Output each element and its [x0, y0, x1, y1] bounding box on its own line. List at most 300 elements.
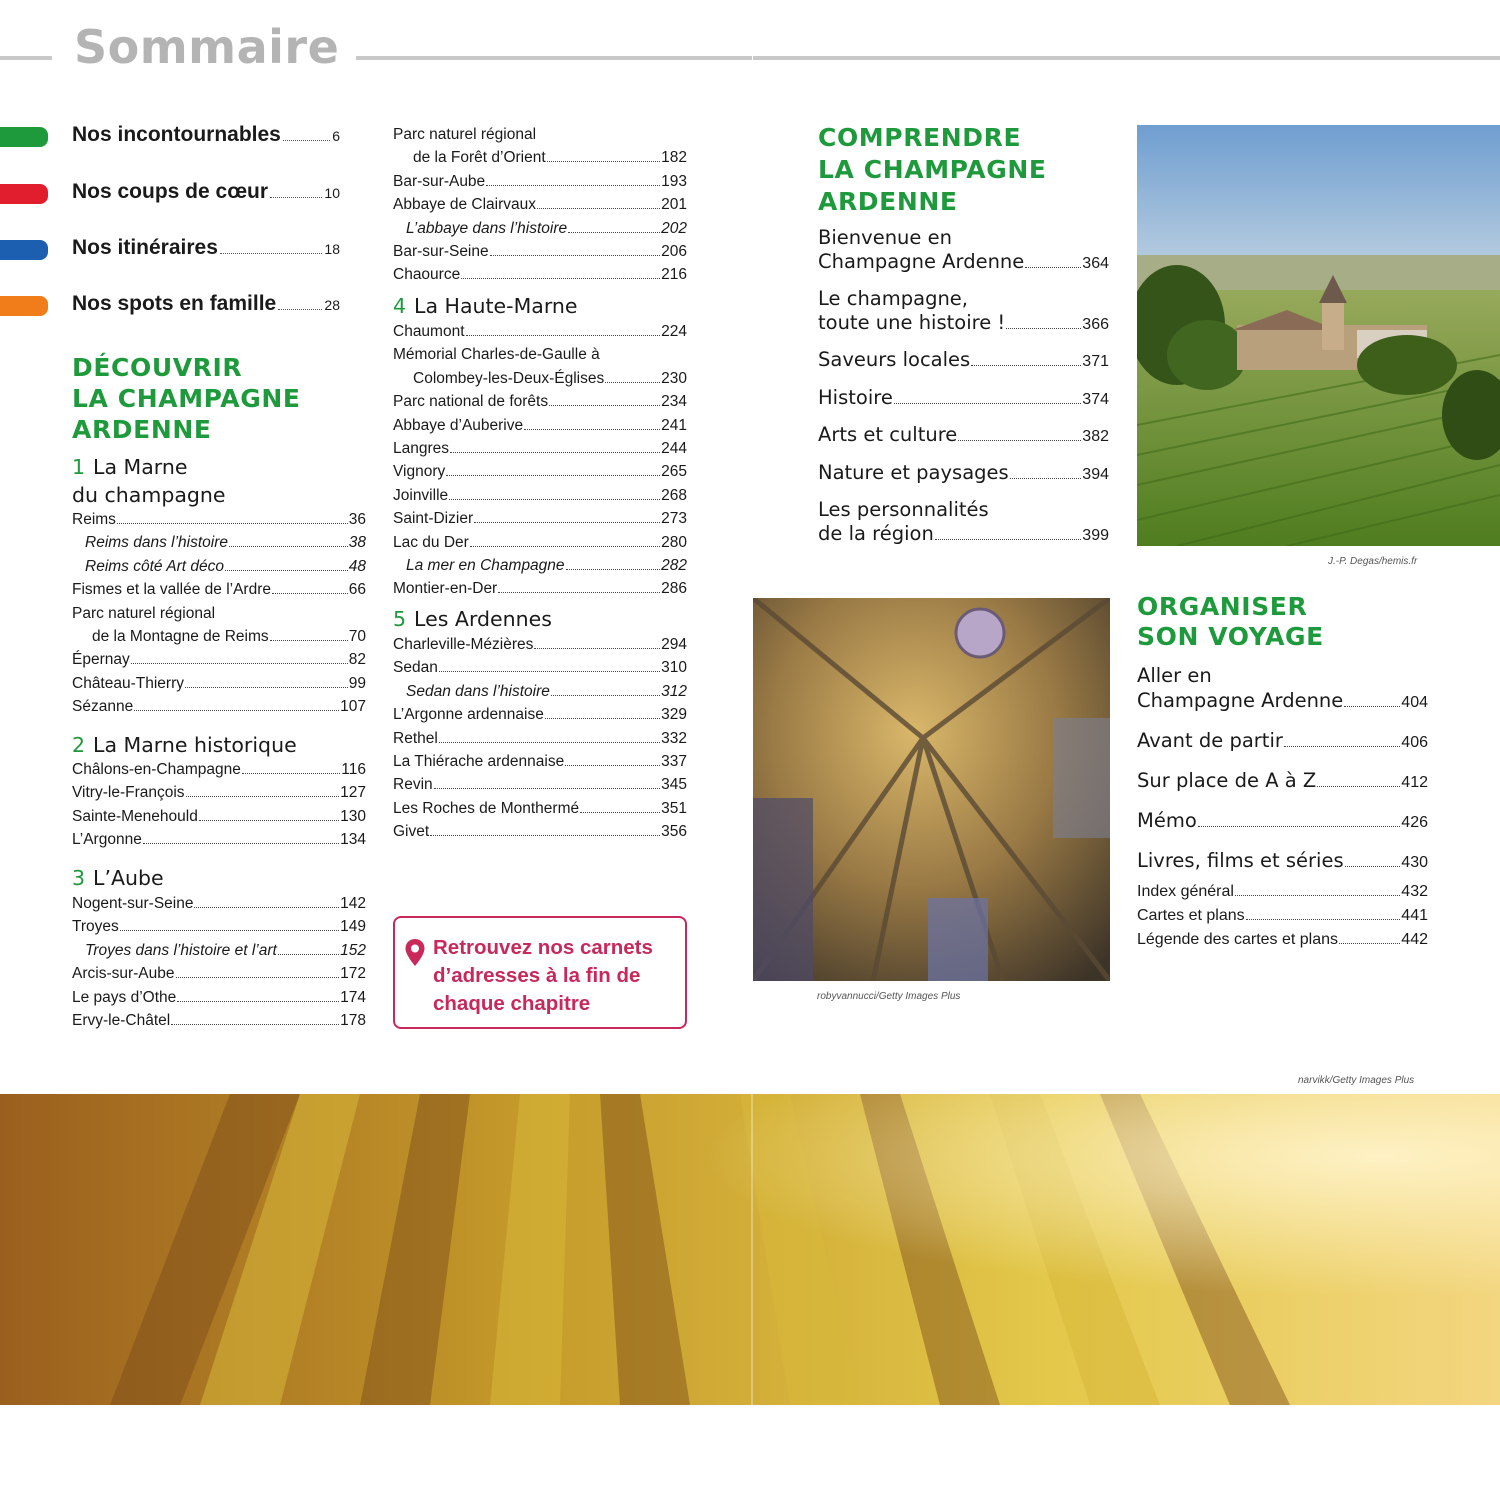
- toc-entry[interactable]: [72, 758, 366, 781]
- toc-entry[interactable]: [393, 507, 687, 530]
- page-number: 142: [340, 895, 366, 912]
- highlight-text: [72, 180, 340, 204]
- dot-leader: [461, 266, 660, 279]
- page-number: 216: [661, 266, 687, 284]
- page-number: 70: [348, 628, 366, 646]
- toc-entry[interactable]: [393, 750, 687, 773]
- toc-entry-title: Parc naturel régional: [72, 604, 216, 622]
- toc-entry-last-line: [1137, 768, 1428, 795]
- highlight-label: Nos coups de cœur: [72, 180, 269, 203]
- page-number: 201: [661, 196, 687, 214]
- page-number: 406: [1401, 734, 1428, 751]
- toc-entry[interactable]: [393, 343, 687, 366]
- page-number: 374: [1082, 390, 1109, 408]
- dot-leader: [565, 753, 660, 766]
- toc-list-chapter-3: [72, 892, 366, 1032]
- highlight-color-bar: [0, 240, 48, 260]
- chapter-title-4[interactable]: [393, 292, 578, 320]
- toc-entry-title: Légende des cartes et plans: [1137, 931, 1339, 948]
- callout-line: chaque chapitre: [433, 992, 591, 1015]
- chapter-title-line: Les Ardennes: [414, 607, 552, 631]
- toc-entry-title: Saint-Dizier: [393, 510, 474, 528]
- page-number: 442: [1401, 931, 1428, 948]
- section-title-line: LA CHAMPAGNE: [818, 155, 1047, 184]
- toc-entry-title: Le pays d’Othe: [72, 988, 177, 1006]
- dot-leader: [171, 1012, 339, 1025]
- toc-entry[interactable]: [393, 414, 687, 437]
- dot-leader: [894, 389, 1081, 404]
- page-number: 230: [661, 369, 687, 387]
- chapter-title-5[interactable]: [393, 605, 552, 633]
- toc-entry-title: Cartes et plans: [1137, 907, 1245, 924]
- dot-leader: [434, 776, 660, 789]
- dot-leader: [1198, 812, 1401, 827]
- page-number: 172: [340, 965, 366, 983]
- photo-credit-cathedral: robyvannucci/Getty Images Plus: [817, 991, 961, 1002]
- section-title-decouvrir: [72, 352, 301, 445]
- dot-leader: [490, 243, 661, 256]
- dot-leader: [450, 440, 660, 453]
- section-title-line: ARDENNE: [72, 415, 212, 444]
- toc-entry-line: [818, 226, 1109, 250]
- dot-leader: [446, 463, 660, 476]
- toc-entry[interactable]: [393, 633, 687, 656]
- page-number: 193: [661, 172, 687, 190]
- section-title-line: DÉCOUVRIR: [72, 353, 243, 382]
- page-number: 337: [661, 753, 687, 771]
- highlight-item[interactable]: [0, 180, 340, 210]
- dot-leader: [547, 149, 660, 162]
- dot-leader: [935, 525, 1081, 540]
- toc-entry-last-line: [818, 423, 1109, 449]
- photo-credit-village: J.-P. Degas/hemis.fr: [1328, 556, 1418, 567]
- highlight-label: Nos spots en famille: [72, 292, 277, 315]
- highlight-color-bar: [0, 184, 48, 204]
- page-number: 294: [661, 636, 687, 653]
- dot-leader: [283, 127, 330, 141]
- toc-entry[interactable]: [393, 217, 687, 240]
- toc-entry-last-line: [818, 311, 1109, 337]
- toc-entry[interactable]: [818, 287, 1109, 336]
- toc-entry-title: Les personnalités: [818, 498, 989, 521]
- toc-entry-title: Mémo: [1137, 809, 1197, 832]
- toc-entry[interactable]: [72, 602, 366, 625]
- toc-entry-title: Parc naturel régional: [393, 126, 537, 143]
- toc-entry[interactable]: [1137, 663, 1428, 715]
- toc-entry-title: Histoire: [818, 385, 893, 409]
- toc-entry[interactable]: [818, 386, 1109, 412]
- section-title-line: COMPRENDRE: [818, 123, 1022, 152]
- chapter-title-1[interactable]: [72, 453, 226, 509]
- highlight-text: [72, 123, 340, 147]
- dot-leader: [177, 989, 339, 1002]
- page-number: 345: [661, 776, 687, 794]
- dot-leader: [439, 659, 660, 672]
- toc-list-organiser: [1137, 663, 1428, 888]
- toc-entry[interactable]: [72, 986, 366, 1009]
- toc-entry-title: Abbaye d’Auberive: [393, 416, 524, 434]
- toc-entry[interactable]: [72, 555, 366, 578]
- toc-entry-last-line: [818, 386, 1109, 412]
- page-number: 382: [1082, 428, 1109, 445]
- callout-line: Retrouvez nos carnets: [433, 936, 653, 959]
- toc-entry-title: La Thiérache ardennaise: [393, 753, 565, 771]
- dot-leader: [1246, 907, 1401, 920]
- dot-leader: [566, 557, 661, 570]
- toc-entry-title: Châlons-en-Champagne: [72, 761, 241, 778]
- page-number: 206: [661, 243, 687, 261]
- dot-leader: [272, 581, 348, 594]
- page-number: 430: [1401, 854, 1428, 871]
- toc-entry[interactable]: [72, 828, 366, 851]
- toc-entry-title: Chaumont: [393, 323, 465, 340]
- toc-entry[interactable]: [393, 367, 687, 390]
- dot-leader: [534, 636, 660, 649]
- toc-list-chapter-5: [393, 633, 687, 844]
- toc-entry-title: L’Argonne: [72, 831, 142, 849]
- toc-list-chapter-1: [72, 508, 366, 719]
- page-number: 127: [340, 784, 366, 802]
- highlight-label: Nos incontournables: [72, 123, 281, 146]
- page-number: 441: [1401, 907, 1428, 924]
- dot-leader: [1339, 931, 1400, 944]
- dot-leader: [242, 761, 340, 774]
- dot-leader: [220, 240, 323, 254]
- dot-leader: [545, 706, 660, 719]
- chapter-title-line: La Haute-Marne: [414, 294, 578, 318]
- toc-entry[interactable]: [393, 193, 687, 216]
- toc-entry-line: [818, 287, 1109, 311]
- toc-entry[interactable]: [393, 390, 687, 413]
- toc-entry[interactable]: [72, 915, 366, 938]
- dot-leader: [430, 823, 660, 836]
- dot-leader: [958, 426, 1081, 441]
- dot-leader: [498, 580, 660, 593]
- toc-entry-title: Bienvenue en: [818, 226, 952, 249]
- toc-entry[interactable]: [1137, 808, 1428, 835]
- photo-credit-vineyard: narvikk/Getty Images Plus: [1298, 1075, 1415, 1086]
- toc-entry[interactable]: [393, 703, 687, 726]
- toc-entry[interactable]: [818, 498, 1109, 547]
- page-number: 234: [661, 393, 687, 411]
- toc-entry-title: Vignory: [393, 463, 446, 481]
- toc-entry[interactable]: [72, 578, 366, 601]
- toc-entry[interactable]: [393, 797, 687, 820]
- page-number: 202: [661, 219, 687, 237]
- toc-entry-title: Champagne Ardenne: [818, 249, 1025, 273]
- page-number: 310: [661, 659, 687, 677]
- dot-leader: [1345, 852, 1401, 867]
- chapter-number: 3: [72, 866, 86, 890]
- toc-entry[interactable]: [393, 320, 687, 343]
- highlight-item[interactable]: [0, 236, 340, 266]
- dot-leader: [134, 698, 339, 711]
- toc-entry-title: Champagne Ardenne: [1137, 689, 1344, 712]
- dot-leader: [117, 511, 348, 524]
- page-number: 241: [661, 416, 687, 434]
- dot-leader: [186, 784, 340, 797]
- highlight-color-bar: [0, 296, 48, 316]
- dot-leader: [470, 534, 660, 547]
- page-number: 394: [1082, 465, 1109, 483]
- header-rule-right: [356, 56, 1500, 60]
- toc-entry[interactable]: [393, 484, 687, 507]
- section-title-line: ORGANISER: [1137, 592, 1308, 621]
- toc-entry[interactable]: [393, 577, 687, 600]
- page-number: 66: [348, 581, 366, 599]
- toc-entry[interactable]: [72, 939, 366, 962]
- toc-entry-title: Reims dans l’histoire: [85, 534, 228, 552]
- toc-entry[interactable]: [1137, 728, 1428, 755]
- page-number: 273: [661, 510, 687, 528]
- page-number: 404: [1401, 694, 1428, 711]
- toc-entry[interactable]: [72, 805, 366, 828]
- toc-entry-title: Sainte-Menehould: [72, 807, 198, 825]
- dot-leader: [1284, 732, 1400, 747]
- toc-entry-title: Revin: [393, 776, 433, 794]
- dot-leader: [270, 628, 348, 641]
- page-number: 99: [348, 674, 366, 692]
- page-number: 174: [340, 988, 366, 1006]
- toc-entry[interactable]: [72, 508, 366, 531]
- toc-list-chapter-4: [393, 320, 687, 601]
- toc-entry-title: Charleville-Mézières: [393, 636, 534, 653]
- dot-leader: [194, 895, 339, 908]
- dot-leader: [971, 351, 1081, 366]
- page-number: 356: [661, 823, 687, 841]
- toc-entry-title: Troyes dans l’histoire et l’art: [85, 941, 277, 959]
- page-title: Sommaire: [74, 20, 340, 74]
- dot-leader: [449, 487, 660, 500]
- toc-entry[interactable]: [72, 892, 366, 915]
- toc-entry-title: Colombey-les-Deux-Églises: [413, 369, 605, 387]
- toc-entry[interactable]: [393, 170, 687, 193]
- page-number: 178: [340, 1012, 366, 1030]
- dot-leader: [486, 173, 660, 186]
- dot-leader: [524, 417, 660, 430]
- toc-entry-title: de la région: [818, 521, 934, 545]
- toc-entry[interactable]: [393, 773, 687, 796]
- toc-list-chapter-2: [72, 758, 366, 852]
- toc-entry-title: Les Roches de Monthermé: [393, 799, 580, 817]
- section-title-organiser: [1137, 592, 1324, 652]
- vineyard-panorama-photo: [0, 1094, 1500, 1405]
- callout-line: d’adresses à la fin de: [433, 964, 641, 987]
- toc-entry-title: Langres: [393, 440, 450, 458]
- toc-entry-last-line: [1137, 808, 1428, 835]
- page-number: 28: [324, 297, 340, 313]
- dot-leader: [278, 942, 339, 955]
- highlight-item[interactable]: [0, 123, 340, 153]
- toc-entry-title: L’abbaye dans l’histoire: [406, 219, 568, 237]
- toc-entry[interactable]: [393, 554, 687, 577]
- toc-entry[interactable]: [393, 680, 687, 703]
- callout-text: [433, 934, 653, 1018]
- dot-leader: [1006, 314, 1081, 329]
- toc-entry-title: Parc national de forêts: [393, 393, 549, 411]
- dot-leader: [120, 918, 339, 931]
- page-number: 10: [324, 185, 340, 201]
- page-number: 364: [1082, 254, 1109, 272]
- toc-entry[interactable]: [393, 240, 687, 263]
- toc-entry[interactable]: [1137, 848, 1428, 875]
- toc-entry[interactable]: [393, 727, 687, 750]
- dot-leader: [549, 393, 660, 406]
- page-number: 134: [340, 831, 366, 849]
- toc-entry-title: Sedan dans l’histoire: [406, 682, 550, 700]
- toc-entry[interactable]: [393, 460, 687, 483]
- page-number: 265: [661, 463, 687, 481]
- page-number: 412: [1401, 774, 1428, 791]
- toc-entry[interactable]: [1137, 768, 1428, 795]
- highlight-color-bar: [0, 127, 48, 147]
- page-number: 18: [324, 241, 340, 257]
- dot-leader: [466, 323, 661, 336]
- dot-leader: [1235, 883, 1400, 896]
- toc-entry-title: Joinville: [393, 486, 449, 504]
- chapter-number: 5: [393, 607, 407, 631]
- toc-entry[interactable]: [1137, 880, 1428, 904]
- toc-entry-line: [818, 498, 1109, 522]
- dot-leader: [1025, 253, 1081, 268]
- page-number: 280: [661, 533, 687, 551]
- page-number: 36: [348, 511, 366, 528]
- toc-entry-title: Index général: [1137, 883, 1234, 900]
- toc-entry[interactable]: [72, 531, 366, 554]
- toc-entry[interactable]: [72, 695, 366, 718]
- toc-entry[interactable]: [818, 348, 1109, 374]
- dot-leader: [1010, 464, 1082, 479]
- toc-entry-title: Nogent-sur-Seine: [72, 895, 194, 912]
- toc-entry-last-line: [818, 348, 1109, 374]
- toc-entry-title: Avant de partir: [1137, 729, 1283, 752]
- toc-entry[interactable]: [818, 461, 1109, 487]
- page-number: 332: [661, 729, 687, 747]
- toc-entry[interactable]: [393, 437, 687, 460]
- page-number: 152: [340, 941, 366, 959]
- toc-entry[interactable]: [1137, 928, 1428, 952]
- toc-entry[interactable]: [393, 123, 687, 146]
- chapter-title-3[interactable]: [72, 864, 164, 892]
- toc-entry[interactable]: [72, 625, 366, 648]
- toc-list-organiser-small: [1137, 880, 1428, 952]
- page-number: 371: [1082, 353, 1109, 370]
- toc-entry[interactable]: [72, 648, 366, 671]
- page-number: 149: [340, 918, 366, 936]
- header-rule-left: [0, 56, 52, 60]
- toc-entry[interactable]: [818, 423, 1109, 449]
- dot-leader: [225, 558, 348, 571]
- page-gutter: [752, 52, 753, 62]
- page-number: 366: [1082, 315, 1109, 333]
- toc-entry[interactable]: [1137, 904, 1428, 928]
- dot-leader: [568, 220, 660, 233]
- page-number: 38: [348, 534, 366, 552]
- toc-entry-title: Nature et paysages: [818, 460, 1009, 484]
- toc-entry-title: Troyes: [72, 918, 119, 936]
- toc-entry[interactable]: [393, 263, 687, 286]
- dot-leader: [199, 808, 339, 821]
- toc-entry-title: Livres, films et séries: [1137, 849, 1344, 872]
- dot-leader: [278, 296, 322, 310]
- toc-entry[interactable]: [393, 820, 687, 843]
- toc-entry-title: Bar-sur-Aube: [393, 172, 486, 190]
- highlight-text: [72, 236, 340, 260]
- toc-entry-title: Sedan: [393, 659, 438, 677]
- village-vineyard-photo: [1137, 125, 1500, 546]
- toc-entry-title: Épernay: [72, 651, 130, 669]
- page-number: 268: [661, 486, 687, 504]
- toc-entry[interactable]: [72, 672, 366, 695]
- dot-leader: [605, 370, 660, 383]
- page-number: 426: [1401, 814, 1428, 831]
- page-number: 130: [340, 807, 366, 825]
- page-number: 351: [661, 799, 687, 817]
- page-number: 244: [661, 440, 687, 458]
- cathedral-vault-photo: [753, 598, 1110, 981]
- toc-entry-title: La mer en Champagne: [406, 557, 565, 575]
- chapter-number: 2: [72, 733, 86, 757]
- dot-leader: [537, 196, 660, 209]
- map-pin-icon: [404, 938, 426, 968]
- dot-leader: [131, 651, 348, 664]
- page-number: 116: [341, 761, 366, 778]
- toc-entry-title: Montier-en-Der: [393, 580, 498, 598]
- dot-leader: [1344, 692, 1400, 707]
- dot-leader: [580, 800, 660, 813]
- address-callout-box: [393, 916, 687, 1029]
- dot-leader: [270, 184, 322, 198]
- section-title-line: ARDENNE: [818, 187, 958, 216]
- toc-entry[interactable]: [393, 531, 687, 554]
- toc-entry[interactable]: [72, 962, 366, 985]
- toc-entry-last-line: [1137, 688, 1428, 715]
- chapter-title-line: La Marne historique: [93, 733, 297, 757]
- page-number: 329: [661, 706, 687, 724]
- page-number: 182: [661, 149, 687, 167]
- toc-entry-title: Sur place de A à Z: [1137, 769, 1317, 792]
- chapter-title-line: La Marne: [93, 455, 188, 479]
- page-number: 399: [1082, 526, 1109, 544]
- chapter-title-2[interactable]: [72, 731, 297, 759]
- toc-list-chapter-3-continued: [393, 123, 687, 287]
- toc-entry[interactable]: [72, 1009, 366, 1032]
- highlight-item[interactable]: [0, 292, 340, 322]
- toc-entry-title: Fismes et la vallée de l’Ardre: [72, 581, 271, 599]
- toc-entry-title: Lac du Der: [393, 533, 469, 551]
- toc-entry-title: de la Forêt d’Orient: [413, 149, 546, 167]
- toc-entry-title: Château-Thierry: [72, 674, 184, 692]
- toc-entry-title: Bar-sur-Seine: [393, 243, 489, 261]
- toc-entry[interactable]: [72, 781, 366, 804]
- dot-leader: [474, 510, 660, 523]
- highlight-text: [72, 292, 340, 316]
- toc-entry-title: Chaource: [393, 266, 461, 284]
- toc-entry-title: de la Montagne de Reims: [92, 628, 269, 646]
- toc-entry-title: Vitry-le-François: [72, 784, 185, 802]
- chapter-title-line: L’Aube: [93, 866, 164, 890]
- toc-entry[interactable]: [393, 146, 687, 169]
- toc-entry-last-line: [818, 522, 1109, 548]
- toc-entry-title: Abbaye de Clairvaux: [393, 196, 537, 214]
- toc-entry-title: Ervy-le-Châtel: [72, 1012, 171, 1030]
- dot-leader: [185, 675, 348, 688]
- toc-entry[interactable]: [393, 656, 687, 679]
- page-number: 48: [348, 557, 366, 575]
- toc-entry-title: L’Argonne ardennaise: [393, 706, 544, 724]
- toc-entry[interactable]: [818, 226, 1109, 275]
- page-number: 286: [661, 580, 687, 598]
